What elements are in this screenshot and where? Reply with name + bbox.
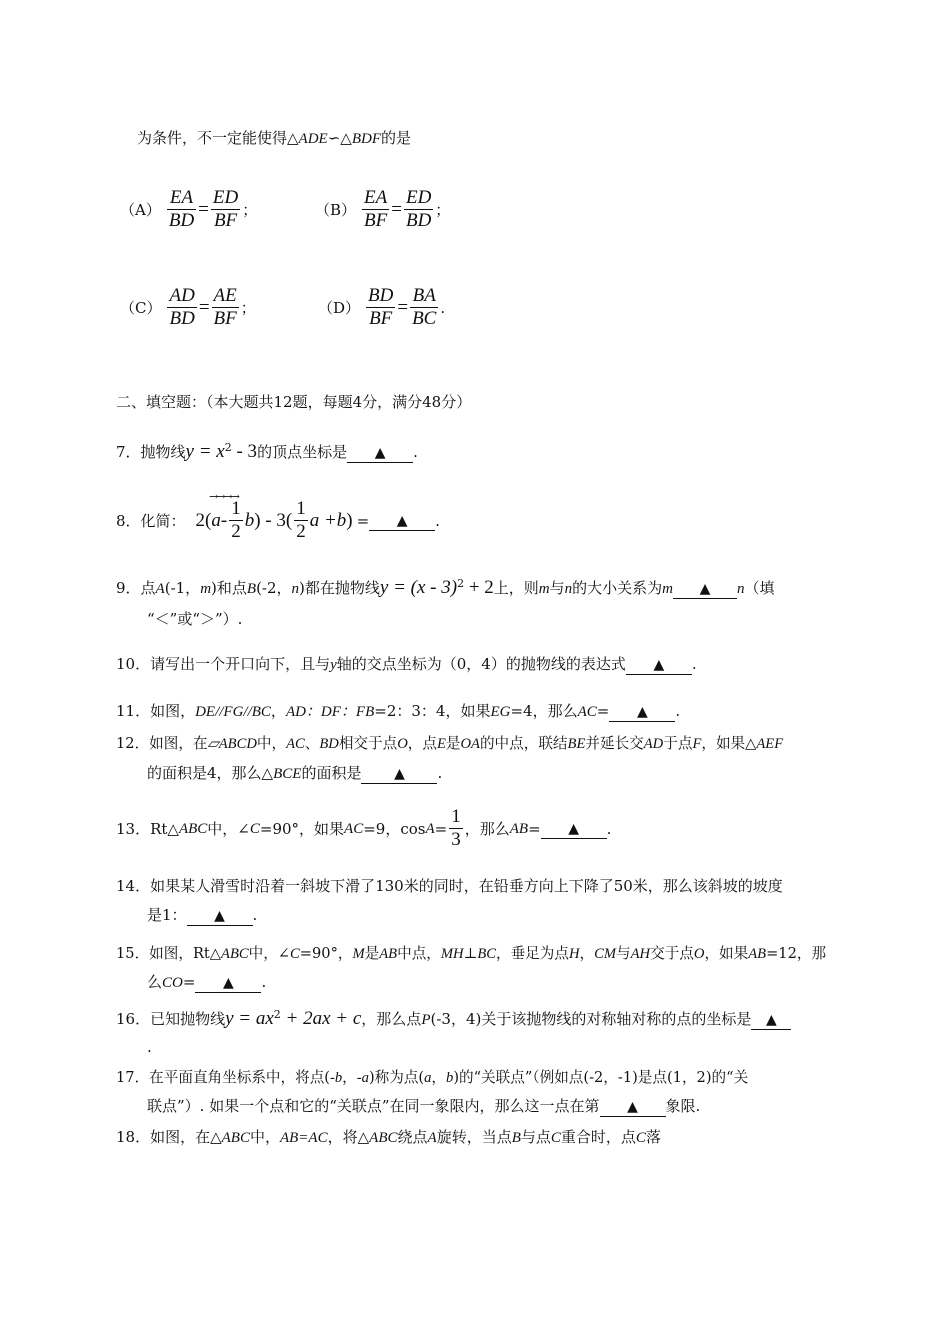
answer-blank[interactable]	[187, 906, 253, 926]
question-17-line2: 联点”）. 如果一个点和它的“关联点”在同一象限内，那么这一点在第 ▲ 象限.	[147, 1097, 701, 1115]
question-12-line2: 的面积是4，那么△BCE的面积是 ▲ .	[147, 764, 443, 782]
option-label: （C）	[120, 299, 162, 317]
triangle-icon: ▲	[214, 908, 225, 924]
fraction: $\frac{ED}{BD}$	[405, 187, 432, 231]
intro-end: 的是	[381, 129, 412, 147]
fraction: $\frac{EA}{BD}$	[168, 187, 195, 231]
intro-text: 为条件，不一定能使得△	[137, 129, 299, 147]
question-17: 17．在平面直角坐标系中，将点(-b，-a)称为点(a，b)的“关联点”（例如点(-2，-1)是点(1，2)的“关	[116, 1069, 749, 1086]
fraction: $\frac{1}{2}$	[296, 498, 306, 542]
fraction: $\frac{BD}{BF}$	[368, 285, 394, 329]
triangle-icon: ▲	[374, 445, 386, 461]
triangle-icon: ▲	[653, 657, 665, 673]
triangle-icon: ▲	[765, 1012, 777, 1028]
question-7: 7．抛物线$y = x^2 - 3$的顶点坐标是 ▲ .	[116, 441, 418, 462]
fraction: $\frac{AD}{BD}$	[169, 285, 195, 329]
answer-blank[interactable]	[541, 819, 607, 839]
triangle-icon: ▲	[396, 512, 408, 529]
question-10: 10．请写出一个开口向下，且与y轴的交点坐标为（0，4）的抛物线的表达式 ▲ .	[116, 655, 697, 673]
parallelogram-symbol: ▱ABCD	[207, 736, 257, 752]
question-8: 8．化简： 2( a - $\frac{1}{2}$ b ) - 3( $\frac{1}{2}$ a + b ) = ▲ .	[116, 498, 440, 542]
option-label: （B）	[315, 201, 357, 219]
option-label: （D）	[318, 299, 361, 317]
fraction: $\frac{EA}{BF}$	[364, 187, 388, 231]
answer-blank[interactable]	[195, 973, 261, 993]
fraction: $\frac{AE}{BF}$	[213, 285, 237, 329]
fraction: $\frac{1}{2}$	[231, 498, 241, 542]
option-a: （A） $\frac{EA}{BD}$ = $\frac{ED}{BF}$ ；	[120, 187, 258, 231]
triangle-icon: ▲	[568, 820, 580, 837]
option-c: （C） $\frac{AD}{BD}$ = $\frac{AE}{BF}$ ；	[120, 285, 256, 329]
triangle-icon: ▲	[223, 975, 234, 991]
answer-blank[interactable]	[361, 764, 437, 784]
question-16-line2: .	[147, 1038, 152, 1056]
answer-blank[interactable]	[673, 579, 737, 599]
section-heading: 二、填空题：（本大题共12题，每题4分，满分48分）	[116, 393, 472, 411]
option-label: （A）	[120, 201, 161, 219]
fraction: $\frac{ED}{BF}$	[212, 187, 239, 231]
fraction: $\frac{1}{3}$	[451, 806, 461, 850]
answer-blank[interactable]	[347, 443, 413, 463]
question-14-line2: 是1： ▲ .	[147, 906, 258, 924]
triangle-icon: ▲	[394, 766, 405, 782]
question-15: 15．如图，Rt△ABC中，∠C=90°，M是AB中点，MH⊥BC，垂足为点H，CM与AH交于点O，如果AB=12，那	[116, 945, 827, 962]
question-11: 11．如图，DE//FG//BC，AD：DF：FB=2：3：4，如果EG=4，那么AC= ▲ .	[116, 702, 681, 720]
question-18: 18．如图，在△ABC中，AB=AC，将△ABC绕点A旋转，当点B与点C重合时，点C落	[116, 1128, 661, 1146]
answer-blank[interactable]	[600, 1097, 666, 1117]
question-13: 13．Rt△ ABC 中，∠ C =90°，如果 AC =9，cos A = $\frac{1}{3}$ ，那么 AB = ▲ .	[116, 806, 612, 850]
answer-blank[interactable]	[626, 655, 692, 675]
question-14: 14．如果某人滑雪时沿着一斜坡下滑了130米的同时，在铅垂方向上下降了50米，那么该斜坡的坡度	[116, 877, 783, 895]
triangle-icon: ▲	[627, 1099, 638, 1115]
vector-arrows-icon: →→→→	[209, 490, 238, 503]
answer-blank[interactable]	[369, 511, 435, 531]
triangle-bdf: BDF	[351, 131, 381, 147]
answer-blank[interactable]	[751, 1010, 791, 1030]
triangle-icon: ▲	[699, 581, 711, 597]
intro-line	[137, 127, 411, 150]
question-16: 16．已知抛物线$y = ax^2 + 2ax + c$，那么点P(-3，4)关于该抛物线的对称轴对称的点的坐标是 ▲	[116, 1004, 791, 1031]
fraction: $\frac{BA}{BC}$	[412, 285, 437, 329]
question-9: 9．点A(-1，m)和点B(-2，n)都在抛物线y = (x - 3)$^2$ + 2上，则m与n的大小关系为m ▲ n（填	[116, 577, 775, 598]
option-d: （D） $\frac{BD}{BF}$ = $\frac{BA}{BC}$ .	[318, 285, 446, 329]
option-b: （B） $\frac{EA}{BF}$ = $\frac{ED}{BD}$ ；	[315, 187, 451, 231]
similar-symbol: ∽△	[327, 129, 352, 147]
question-9-line2: “＜”或“＞”）.	[147, 610, 243, 628]
triangle-icon: ▲	[636, 704, 648, 720]
triangle-ade: ADE	[298, 131, 328, 147]
question-12: 12．如图，在▱ABCD中，AC、BD相交于点O，点E是OA的中点，联结BE并延长交AD于点F，如果△AEF	[116, 735, 784, 752]
answer-blank[interactable]	[609, 702, 675, 722]
question-15-line2: 么CO= ▲ .	[147, 973, 267, 991]
